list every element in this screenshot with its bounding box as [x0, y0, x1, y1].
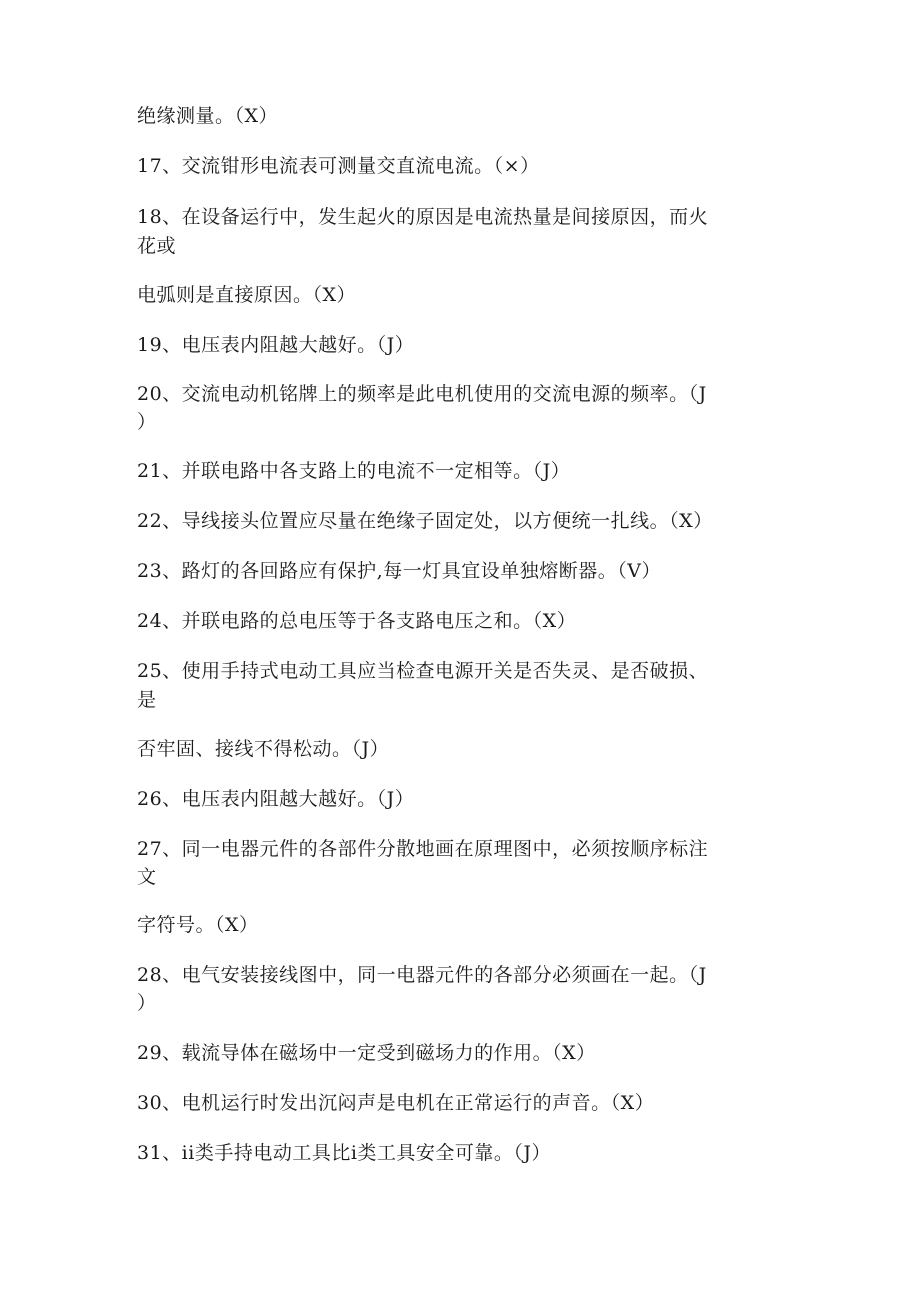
text-line: 31、ii类手持电动工具比i类工具安全可靠。（J） [137, 1142, 552, 1164]
text-line: 29、载流导体在磁场中一定受到磁场力的作用。（X） [137, 1042, 596, 1064]
text-line: 17、交流钳形电流表可测量交直流电流。（×） [137, 155, 540, 177]
text-line: 字符号。（X） [137, 914, 259, 936]
text-line: 20、交流电动机铭牌上的频率是此电机使用的交流电源的频率。（J [137, 383, 707, 405]
text-line: ） [137, 411, 157, 433]
text-line: 30、电机运行时发出沉闷声是电机在正常运行的声音。（X） [137, 1092, 655, 1114]
text-line: 18、在设备运行中，发生起火的原因是电流热量是间接原因，而火 [137, 206, 709, 228]
text-line: 花或 [137, 235, 177, 257]
text-line: 27、同一电器元件的各部件分散地画在原理图中，必须按顺序标注 [137, 838, 709, 860]
text-line: 否牢固、接线不得松动。（J） [137, 738, 390, 760]
text-line: ） [137, 992, 157, 1014]
text-line: 22、导线接头位置应尽量在绝缘子固定处，以方便统一扎线。（X） [137, 510, 713, 532]
text-line: 26、电压表内阻越大越好。（J） [137, 788, 415, 810]
text-line: 是 [137, 689, 157, 711]
text-line: 19、电压表内阻越大越好。（J） [137, 334, 415, 356]
text-line: 21、并联电路中各支路上的电流不一定相等。（J） [137, 460, 571, 482]
text-line: 23、路灯的各回路应有保护,每一灯具宜设单独熔断器。（V） [137, 560, 661, 582]
text-line: 文 [137, 866, 157, 888]
text-line: 24、并联电路的总电压等于各支路电压之和。（X） [137, 610, 577, 632]
text-line: 28、电气安装接线图中，同一电器元件的各部分必须画在一起。（J [137, 964, 707, 986]
text-line: 25、使用手持式电动工具应当检查电源开关是否失灵、是否破损、 [137, 660, 709, 682]
text-line: 电弧则是直接原因。（X） [137, 284, 357, 306]
text-line: 绝缘测量。（X） [137, 105, 279, 127]
